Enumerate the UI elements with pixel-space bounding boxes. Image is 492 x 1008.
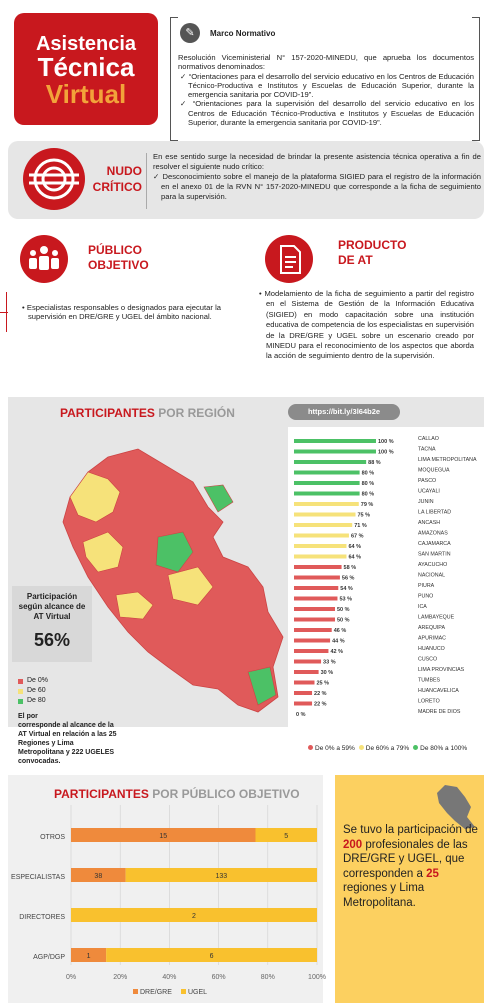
region-header-a: PARTICIPANTES — [60, 406, 155, 420]
participation-label: Participación según alcance de AT Virtual — [18, 592, 86, 621]
region-bar-value: 54 % — [340, 586, 353, 592]
region-bar — [294, 471, 360, 475]
category-label: DIRECTORES — [19, 914, 65, 921]
region-bars-svg — [288, 427, 484, 727]
audience-bar-value: 133 — [215, 873, 228, 880]
audience-summary — [335, 775, 484, 1003]
publico-title-2: OBJETIVO — [88, 258, 149, 272]
bar-legend-label: De 0% a 59% — [315, 745, 355, 752]
region-bar — [294, 670, 319, 674]
legend-swatch — [133, 989, 138, 994]
audience-bar-value: 15 — [159, 833, 168, 840]
region-bar-category: LAMBAYEQUE — [418, 614, 455, 621]
region-bar-value: 80 % — [361, 481, 375, 487]
region-bar-category: AYACUCHO — [418, 562, 448, 568]
nudo-text — [153, 152, 481, 202]
region-bar-value: 50 % — [337, 607, 350, 613]
document-icon — [265, 235, 313, 283]
producto-title — [338, 238, 406, 268]
audience-header-a: PARTICIPANTES — [54, 787, 149, 801]
region-bar — [294, 639, 330, 643]
legend-label: De 0% — [27, 677, 49, 684]
region-bar-value: 53 % — [339, 596, 353, 603]
audience-bar-value: 6 — [209, 953, 214, 960]
region-bar-value: 46 % — [333, 628, 347, 634]
region-bar-category: CUSCO — [418, 656, 438, 663]
publico-accent-tick — [0, 312, 8, 313]
region-bar-value: 58 % — [343, 565, 357, 571]
bar-legend-label: De 80% a 100% — [420, 745, 468, 752]
bar-legend-item — [308, 745, 355, 752]
map-note — [18, 712, 118, 766]
region-bar-category: AMAZONAS — [418, 530, 448, 537]
category-label: OTROS — [40, 834, 65, 841]
region-bar — [294, 576, 340, 580]
region-bar-category: LIMA PROVINCIAS — [418, 667, 465, 673]
legend-label: DRE/GRE — [140, 989, 172, 996]
audience-bar-value: 5 — [284, 833, 289, 840]
map-note-c: corresponde al alcance de la AT Virtual en relación a las 25 Regiones y Lima Metropolitana y 222 UGELES convocadas. — [18, 722, 117, 765]
map-note-a: El — [18, 713, 25, 720]
marco-body — [178, 53, 474, 127]
legend-label: UGEL — [188, 989, 208, 996]
producto-title-2: DE AT — [338, 253, 373, 267]
region-header-title — [60, 406, 235, 420]
x-tick-label: 100% — [308, 974, 326, 981]
region-bar-category: HUANUCO — [418, 646, 445, 652]
nudo-badge — [23, 148, 85, 210]
audience-summary-text — [343, 823, 479, 910]
producto-title-1: PRODUCTO — [338, 238, 407, 252]
audience-header-b: POR PÚBLICO OBJETIVO — [152, 787, 300, 801]
bar-legend-label: De 60% a 79% — [365, 745, 410, 752]
marco-bullet-1: ✓ “Orientaciones para el desarrollo del servicio educativo en los Centros de Educación Técnico-Productiva e Institutos y Escuelas de Educación Superior, durante la emergencia sanitaria por COVID-19”. — [180, 71, 474, 100]
region-bar-value: 64 % — [348, 554, 362, 561]
publico-title — [88, 243, 149, 273]
region-link[interactable]: https://bit.ly/3l64b2e — [288, 404, 400, 420]
peru-region-map — [8, 427, 288, 727]
region-bar-value: 42 % — [330, 649, 343, 655]
audience-bar-value: 38 — [94, 873, 103, 880]
map-legend-item — [18, 686, 48, 696]
region-bar — [294, 649, 328, 653]
category-label: ESPECIALISTAS — [11, 874, 65, 881]
region-bar-value: 75 % — [357, 512, 371, 519]
region-bar-category: SAN MARTIN — [418, 551, 451, 558]
region-bar — [294, 439, 376, 443]
nudo-critico-box — [8, 141, 484, 219]
region-bar — [294, 492, 360, 496]
marco-bullet-2: ✓ “Orientaciones para la supervisión del desarrollo del servicio educativo en los Centros de Educación Técnico-Productiva e Institutos y Escuelas de Educación Superior, durante la emergencia sanitaria por COVID-19”. — [180, 99, 474, 128]
region-bar-category: CAJAMARCA — [418, 541, 451, 547]
legend-swatch — [18, 699, 23, 704]
region-header — [8, 397, 484, 427]
region-bar-value: 56 % — [341, 575, 355, 582]
region-bar-category: ANCASH — [418, 520, 441, 526]
region-bar-value: 33 % — [323, 659, 336, 666]
title-line-1: Asistencia — [35, 33, 137, 55]
bar-legend-item — [413, 745, 467, 752]
region-bar-value: 25 % — [316, 680, 330, 687]
region-bar — [294, 481, 360, 485]
region-bar — [294, 565, 342, 569]
legend-swatch — [18, 689, 23, 694]
region-bar-category: NACIONAL — [418, 572, 446, 579]
region-bar-category: LIMA METROPOLITANA — [418, 457, 477, 463]
audience-bar-value: 1 — [86, 953, 91, 960]
region-bar-value: 22 % — [314, 691, 327, 697]
region-bar-value: 50 % — [337, 617, 350, 624]
map-legend — [18, 676, 48, 706]
peru-map-panel — [8, 427, 288, 727]
bar-legend — [308, 745, 471, 752]
producto-text: • Modelamiento de la ficha de seguimiento a partir del registro en el Sistema de Gestión de la Información Educativa (SIGIED) en modo capacitación sobre una institución educativa de competencia de los especialistas en supervisión de la DRE/GRE y UGEL sobre un escenario creado por MINEDU para el reconocimiento de los aspectos que aborda la acción de seguimiento dentro de la supervisión. — [259, 289, 474, 361]
legend-swatch — [18, 679, 23, 684]
nudo-divider — [146, 153, 147, 209]
region-bar — [294, 660, 321, 664]
region-bar-category: TUMBES — [418, 677, 441, 684]
participation-box — [12, 586, 92, 662]
region-bar — [294, 502, 359, 506]
participation-value: 56% — [33, 630, 71, 650]
region-bar-category: AREQUIPA — [418, 625, 445, 631]
title-line-3: Virtual — [45, 79, 127, 109]
nudo-intro: En ese sentido surge la necesidad de brindar la presente asistencia técnica operativa a fin de resolver el siguiente nudo crítico: — [153, 152, 481, 171]
title-line-2: Técnica — [37, 52, 135, 82]
x-tick-label: 80% — [260, 974, 275, 981]
region-bar-value: 80 % — [361, 491, 375, 498]
region-bar-category: PIURA — [418, 583, 435, 589]
knot-icon — [23, 148, 85, 210]
region-bar-value: 100 % — [378, 449, 394, 456]
region-bar-chart — [288, 427, 484, 727]
region-bar-value: 79 % — [360, 502, 374, 508]
region-bar-value: 88 % — [368, 460, 381, 466]
region-bar-category: PASCO — [418, 478, 437, 484]
region-header-b: POR REGIÓN — [158, 406, 235, 420]
region-bar-category: CALLAO — [418, 436, 439, 442]
region-bar-category: APURIMAC — [418, 635, 446, 642]
people-badge — [20, 235, 68, 283]
x-tick-label: 20% — [113, 974, 128, 981]
map-legend-item — [18, 696, 48, 706]
region-bar — [294, 681, 315, 685]
region-bar — [294, 534, 349, 538]
region-bar-category: HUANCAVELICA — [418, 688, 459, 694]
region-bar — [294, 586, 338, 590]
region-bar — [294, 607, 335, 611]
region-bar — [294, 460, 366, 464]
category-label: AGP/DGP — [33, 954, 65, 961]
region-bar — [294, 628, 332, 632]
nudo-title-1: NUDO — [106, 164, 142, 178]
region-bar-value: 67 % — [350, 533, 364, 540]
edit-icon: ✎ — [180, 23, 200, 43]
bar-legend-dot — [308, 745, 313, 750]
region-bar-value: 71 % — [354, 523, 367, 529]
region-bar — [294, 618, 335, 622]
marco-intro: Resolución Viceministerial N° 157-2020-MINEDU, que aprueba los documentos normativos denominados: — [178, 53, 474, 72]
region-bar — [294, 702, 312, 706]
title-banner — [14, 13, 158, 125]
region-bar-category: MOQUEGUA — [418, 467, 450, 474]
region-bar-category: TACNA — [418, 446, 436, 453]
audience-chart-svg — [8, 775, 326, 1003]
region-bar-category: LA LIBERTAD — [418, 509, 452, 516]
nudo-title — [82, 163, 142, 195]
region-bar-category: ICA — [418, 604, 427, 610]
summary-text-2: profesionales de las DRE/GRE y UGEL, que corresponden a — [343, 838, 468, 880]
region-bar — [294, 597, 337, 601]
region-bar-value: 44 % — [332, 638, 345, 645]
publico-title-1: PÚBLICO — [88, 243, 142, 257]
region-bar-value: 100 % — [378, 439, 394, 445]
region-bar — [294, 691, 312, 695]
summary-text-3: regiones y Lima Metropolitana. — [343, 882, 425, 909]
region-bar-value: 30 % — [320, 670, 334, 676]
x-tick-label: 40% — [162, 974, 177, 981]
region-bar — [294, 450, 376, 454]
summary-num-2: 25 — [426, 867, 439, 880]
x-tick-label: 60% — [211, 974, 226, 981]
region-bar-category: PUNO — [418, 593, 434, 600]
region-bar-value: 80 % — [361, 470, 375, 477]
region-bar — [294, 513, 356, 517]
nudo-bullet: ✓ Desconocimiento sobre el manejo de la plataforma SIGIED para el registro de la información en el anexo 01 de la RVN N° 157-2020-MINEDU que corresponde a la ficha de seguimiento para la supervisión. — [153, 172, 481, 201]
bracket-left — [170, 17, 178, 141]
region-bar-category: JUNIN — [418, 499, 434, 505]
bar-legend-dot — [413, 745, 418, 750]
marco-heading: Marco Normativo — [210, 29, 276, 38]
region-bar — [294, 523, 352, 527]
bar-legend-item — [359, 745, 409, 752]
summary-text-1: Se tuvo la participación de — [343, 824, 478, 836]
legend-swatch — [181, 989, 186, 994]
region-bar-value: 0 % — [296, 712, 306, 718]
audience-bar-value: 2 — [192, 913, 196, 920]
region-bar-value: 64 % — [348, 544, 362, 550]
region-bar-value: 22 % — [314, 701, 327, 708]
audience-header — [54, 787, 300, 801]
legend-label: De 80 — [27, 697, 46, 704]
people-icon — [20, 235, 68, 283]
region-bar-category: LORETO — [418, 698, 440, 705]
document-badge — [265, 235, 313, 283]
nudo-title-2: CRÍTICO — [92, 180, 142, 194]
region-bar-category: UCAYALI — [418, 488, 440, 495]
map-legend-item — [18, 676, 48, 686]
x-tick-label: 0% — [65, 974, 77, 981]
marco-normativo-box — [170, 17, 480, 141]
audience-panel — [8, 775, 326, 1003]
region-bar — [294, 544, 346, 548]
summary-num-1: 200 — [343, 838, 363, 851]
region-bar — [294, 555, 346, 559]
publico-text: • Especialistas responsables o designados para ejecutar la supervisión en DRE/GRE y UGEL del ámbito nacional. — [22, 303, 221, 322]
legend-label: De 60 — [27, 687, 46, 694]
bar-legend-dot — [359, 745, 364, 750]
region-bar-category: MADRE DE DIOS — [418, 709, 461, 715]
map-note-b: por — [26, 713, 38, 720]
